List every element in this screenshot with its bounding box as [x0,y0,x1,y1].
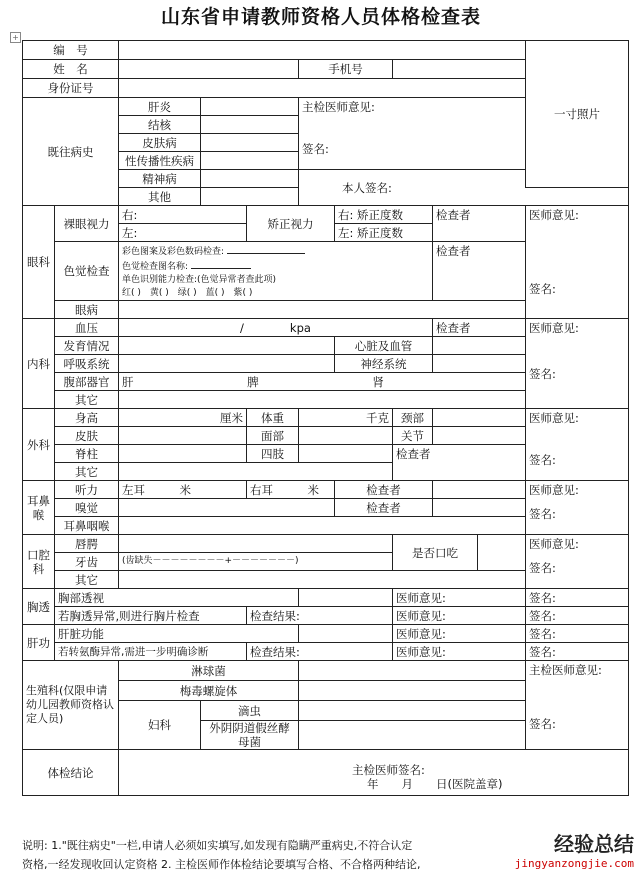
liver-result[interactable]: 检查结果: [247,643,393,661]
throat-label: 耳鼻咽喉 [55,517,119,535]
physical-exam-table [22,40,629,796]
spine-label: 脊柱 [55,445,119,463]
nerve-label: 神经系统 [335,355,433,373]
eye-examiner-1[interactable]: 检查者 [433,206,526,242]
naked-right[interactable]: 右: [119,206,247,224]
abdomen-label: 腹部器官 [55,373,119,391]
number-field[interactable] [119,41,526,60]
height-label: 身高 [55,409,119,427]
naked-left[interactable]: 左: [119,224,247,242]
joint-label: 关节 [393,427,433,445]
chest-abnormal-label: 若胸透异常,则进行胸片检查 [55,607,247,625]
corrected-vision-label: 矫正视力 [247,206,335,242]
color-pattern-blank[interactable] [227,244,305,254]
color-vision-block[interactable]: 彩色图案及彩色数码检查: 色觉检查图名称: 单色识别能力检查:(色觉异常者查此项) 红( ) 黄( ) 绿( ) 蓝( ) 紫( ) [119,242,433,301]
internal-other-field[interactable] [119,391,526,409]
liver-func-label: 肝脏功能 [55,625,299,643]
photo-box: 一寸照片 [526,41,629,188]
history-item: 其他 [119,188,201,206]
chest-result[interactable]: 检查结果: [247,607,393,625]
chest-sign-2[interactable]: 签名: [526,607,629,625]
ent-examiner-2-field[interactable] [433,499,526,517]
smell-field[interactable] [119,499,335,517]
smell-label: 嗅觉 [55,499,119,517]
eye-doctor-opinion[interactable]: 医师意见: 签名: [526,206,629,319]
joint-field[interactable] [433,427,526,445]
internal-doctor-opinion[interactable]: 医师意见: 签名: [526,319,629,409]
eye-section-label: 眼科 [23,206,55,319]
heart-field[interactable] [433,337,526,355]
ent-examiner-1-field[interactable] [433,481,526,499]
face-field[interactable] [299,427,393,445]
right-degree[interactable]: 右: 矫正度数 [335,206,433,224]
internal-section-label: 内科 [23,319,55,409]
history-field[interactable] [201,188,299,206]
limbs-field[interactable] [299,445,393,463]
history-field[interactable] [201,116,299,134]
surgery-other-label: 其它 [55,463,119,481]
history-item: 肝炎 [119,98,201,116]
chest-xray-field[interactable] [299,589,393,607]
weight-field[interactable]: 千克 [299,409,393,427]
liver-doctor-opinion[interactable]: 医师意见: [393,625,526,643]
liver-section-label: 肝功 [23,625,55,661]
ent-sign-label: 签名: [529,507,556,521]
candida-field[interactable] [299,721,526,750]
bp-label: 血压 [55,319,119,337]
mouth-sign-label: 签名: [529,561,556,575]
liver-abnormal-label: 若转氨酶异常,需进一步明确诊断 [55,643,247,661]
limbs-label: 四肢 [247,445,299,463]
watermark-url: jingyanzongjie.com [514,857,634,870]
chart-name-blank[interactable] [191,259,251,269]
internal-examiner[interactable]: 检查者 [433,319,526,337]
eye-examiner-2[interactable]: 检查者 [433,242,526,301]
phone-field[interactable] [393,60,526,79]
name-label: 姓 名 [23,60,119,79]
stutter-field[interactable] [478,535,526,571]
name-field[interactable] [119,60,299,79]
bp-value[interactable]: / kpa [119,319,433,337]
liver-doctor-opinion-2[interactable]: 医师意见: [393,643,526,661]
history-item: 精神病 [119,170,201,188]
watermark-text: 经验总结 [554,832,634,856]
eye-disease-field[interactable] [119,301,526,319]
naked-vision-label: 裸眼视力 [55,206,119,242]
history-chief-opinion[interactable]: 主检医师意见: 签名: [299,98,526,170]
lip-label: 唇腭 [55,535,119,553]
resp-field[interactable] [119,355,335,373]
internal-sign-label: 签名: [529,367,556,381]
history-sign-label: 签名: [302,142,329,156]
surgery-section-label: 外科 [23,409,55,481]
chest-sign-1[interactable]: 签名: [526,589,629,607]
lip-field[interactable] [119,535,393,553]
history-label: 既往病史 [23,98,119,206]
note-line-2: 资格,一经发现收回认定资格 2. 主检医师作体检结论要填写合格、不合格两种结论, [22,858,421,871]
surgery-examiner[interactable]: 检查者 [393,445,526,481]
trich-label: 滴虫 [201,701,299,721]
eye-sign-label: 签名: [529,282,556,296]
table-move-handle-icon[interactable]: + [10,32,21,43]
conclusion-label: 体检结论 [23,750,119,796]
left-ear-field[interactable]: 左耳 米 [119,481,247,499]
growth-label: 发育情况 [55,337,119,355]
teeth-field[interactable]: (齿缺失－－－－－－－－+－－－－－－－) [119,553,393,571]
note-line-1: 说明: 1."既往病史"一栏,申请人必须如实填写,如发现有隐瞒严重病史,不符合认定 [22,839,413,852]
internal-other-label: 其它 [55,391,119,409]
syphilis-field[interactable] [299,681,526,701]
gonorrhea-field[interactable] [299,661,526,681]
hearing-label: 听力 [55,481,119,499]
mouth-doctor-opinion[interactable]: 医师意见: 签名: [526,535,629,589]
color-options: 红( ) 黄( ) 绿( ) 蓝( ) 紫( ) [122,288,253,298]
conclusion-field[interactable] [119,750,629,796]
chest-xray-label: 胸部透视 [55,589,299,607]
history-field[interactable] [201,98,299,116]
nerve-field[interactable] [433,355,526,373]
chest-section-label: 胸透 [23,589,55,625]
surgery-sign-label: 签名: [529,453,556,467]
resp-label: 呼吸系统 [55,355,119,373]
number-label: 编 号 [23,41,119,60]
stutter-label: 是否口吃 [393,535,478,571]
conclusion-date: 年 月 日(医院盖章) [367,777,503,791]
candida-label: 外阴阴道假丝酵母菌 [201,721,299,750]
gonorrhea-label: 淋球菌 [119,661,299,681]
mouth-section-label: 口腔科 [23,535,55,589]
ent-doctor-opinion[interactable]: 医师意见: 签名: [526,481,629,535]
id-card-label: 身份证号 [23,79,119,98]
right-ear-field[interactable]: 右耳 米 [247,481,335,499]
spine-field[interactable] [119,445,247,463]
left-degree[interactable]: 左: 矫正度数 [335,224,433,242]
skin-label: 皮肤 [55,427,119,445]
chest-doctor-opinion[interactable]: 医师意见: [393,589,526,607]
surgery-doctor-opinion[interactable]: 医师意见: 签名: [526,409,629,481]
ent-section-label: 耳鼻喉 [23,481,55,535]
history-field[interactable] [201,134,299,152]
color-vision-label: 色觉检查 [55,242,119,301]
repro-chief-opinion[interactable]: 主检医师意见: 签名: [526,661,629,750]
neck-field[interactable] [433,409,526,427]
skin-field[interactable] [119,427,247,445]
liver-sign-1[interactable]: 签名: [526,625,629,643]
repro-section-label: 生殖科(仅限申请幼儿园教师资格认定人员) [23,661,119,750]
trich-field[interactable] [299,701,526,721]
syphilis-label: 梅毒螺旋体 [119,681,299,701]
id-card-field[interactable] [119,79,526,98]
history-field[interactable] [201,170,299,188]
ent-examiner-1[interactable]: 检查者 [335,481,433,499]
neck-label: 颈部 [393,409,433,427]
abdomen-field[interactable]: 肝 脾 肾 [119,373,526,391]
history-item: 皮肤病 [119,134,201,152]
gyn-label: 妇科 [119,701,201,750]
phone-label: 手机号 [299,60,393,79]
throat-field[interactable] [119,517,526,535]
teeth-label: 牙齿 [55,553,119,571]
history-field[interactable] [201,152,299,170]
height-field[interactable]: 厘米 [119,409,247,427]
growth-field[interactable] [119,337,335,355]
liver-func-field[interactable] [299,625,393,643]
mouth-other-field[interactable] [119,571,526,589]
history-item: 结核 [119,116,201,134]
mouth-other-label: 其它 [55,571,119,589]
watermark [515,828,634,870]
surgery-other-field[interactable] [119,463,393,481]
heart-label: 心脏及血管 [335,337,433,355]
face-label: 面部 [247,427,299,445]
history-item: 性传播性疾病 [119,152,201,170]
chest-doctor-opinion-2[interactable]: 医师意见: [393,607,526,625]
form-title: 山东省申请教师资格人员体格检查表 [160,6,481,28]
conclusion-chief-sign: 主检医师签名: [352,763,425,777]
self-sign[interactable]: 本人签名: [299,170,629,206]
ent-examiner-2[interactable]: 检查者 [335,499,433,517]
eye-disease-label: 眼病 [55,301,119,319]
liver-sign-2[interactable]: 签名: [526,643,629,661]
weight-label: 体重 [247,409,299,427]
repro-sign-label: 签名: [529,717,556,731]
